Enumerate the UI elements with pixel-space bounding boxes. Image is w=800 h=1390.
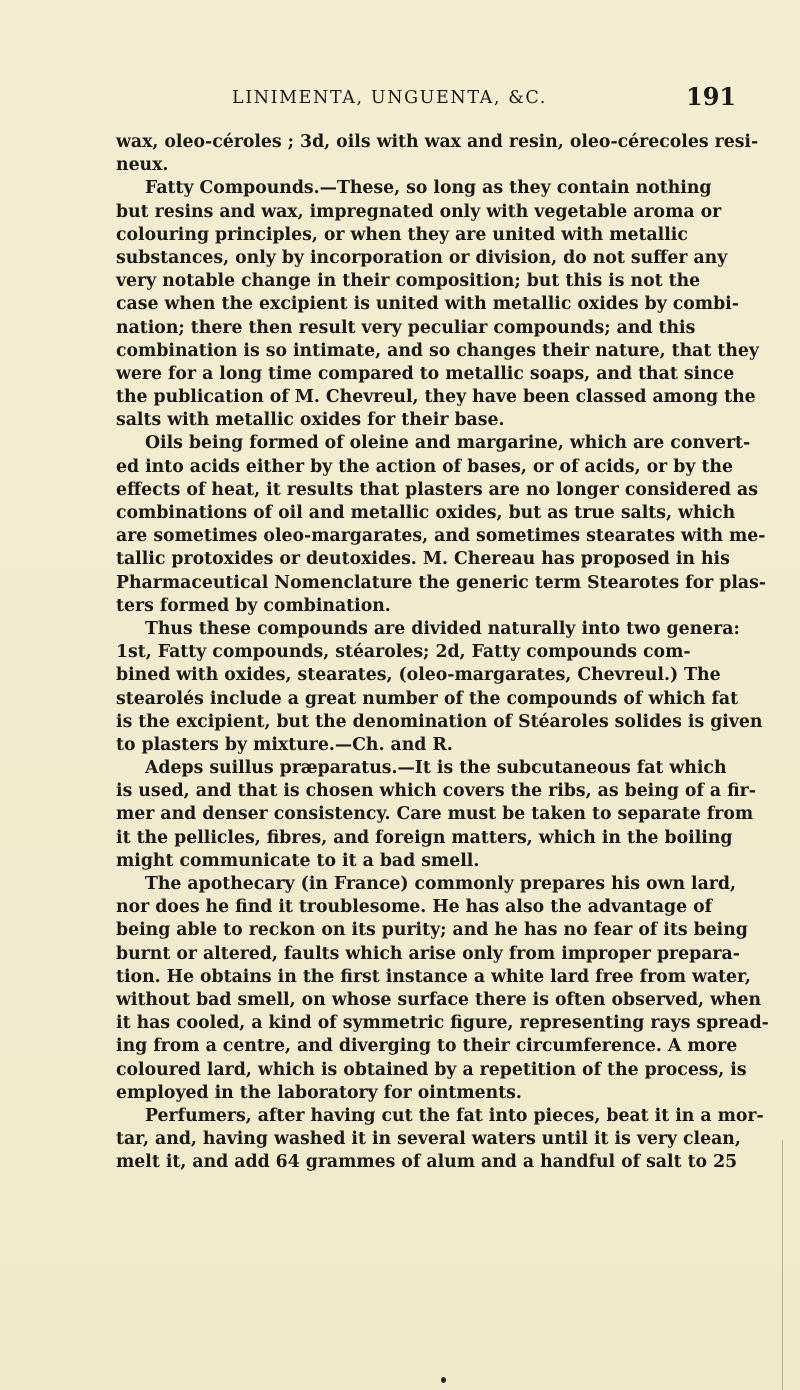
text-line: being able to reckon on its purity; and he has no fear of its being	[116, 920, 748, 941]
running-head: LINIMENTA, UNGUENTA, &C.	[232, 88, 547, 108]
text-line: colouring principles, or when they are united with metallic	[116, 224, 688, 245]
text-line: combinations of oil and metallic oxides, but as true salts, which	[116, 503, 736, 523]
page-number: 191	[686, 82, 737, 111]
text-line: very notable change in their composition; but this is not the	[116, 271, 701, 292]
text-line: ters formed by combination.	[116, 595, 391, 616]
text-line: substances, only by incorporation or division, do not suffer any	[116, 247, 728, 268]
text-line: nation; there then result very peculiar compounds; and this	[116, 317, 696, 338]
text-line: coloured lard, which is obtained by a repetition of the process, is	[116, 1059, 747, 1080]
text-line: ed into acids either by the action of bases, or of acids, or by the	[116, 456, 733, 477]
text-line: the publication of M. Chevreul, they have been classed among the	[116, 387, 756, 408]
text-line: but resins and wax, impregnated only with vegetable aroma or	[116, 201, 722, 222]
text-line: burnt or altered, faults which arise only from improper prepara-	[116, 943, 740, 964]
text-line: without bad smell, on whose surface there is often observed, when	[116, 989, 762, 1010]
text-line: wax, oleo-céroles ; 3d, oils with wax and resin, oleo-cérecoles resi-	[116, 132, 759, 152]
text-line: mer and denser consistency. Care must be taken to separate from	[116, 804, 754, 825]
text-line: might communicate to it a bad smell.	[116, 850, 480, 871]
body-text	[116, 131, 769, 1174]
text-line: Adeps suillus præparatus.—It is the subcutaneous fat which	[145, 758, 727, 779]
text-line: melt it, and add 64 grammes of alum and a handful of salt to 25	[116, 1152, 738, 1173]
text-line: to plasters by mixture.—Ch. and R.	[116, 734, 453, 755]
text-line: Perfumers, after having cut the fat into pieces, beat it in a mor-	[145, 1105, 764, 1126]
text-line: it has cooled, a kind of symmetric figure, representing rays spread-	[116, 1013, 769, 1034]
text-line: Thus these compounds are divided naturally into two genera:	[145, 618, 740, 639]
text-line: neux.	[116, 155, 169, 176]
text-line: are sometimes oleo-margarates, and sometimes stearates with me-	[116, 526, 766, 547]
text-line: ing from a centre, and diverging to their circumference. A more	[116, 1036, 738, 1057]
text-line: Fatty Compounds.—These, so long as they contain nothing	[145, 178, 712, 199]
text-line: nor does he find it troublesome. He has also the advantage of	[116, 897, 713, 918]
text-line: combination is so intimate, and so changes their nature, that they	[116, 340, 759, 361]
text-line: it the pellicles, fibres, and foreign matters, which in the boiling	[116, 827, 733, 848]
text-line: stearolés include a great number of the compounds of which fat	[116, 688, 739, 709]
text-line: Pharmaceutical Nomenclature the generic term Stearotes for plas-	[116, 572, 767, 593]
text-line: Oils being formed of oleine and margarine, which are convert-	[145, 433, 751, 454]
text-line: effects of heat, it results that plasters are no longer considered as	[116, 479, 758, 500]
text-line: The apothecary (in France) commonly prepares his own lard,	[145, 874, 736, 894]
page-header	[0, 82, 800, 116]
text-line: is used, and that is chosen which covers the ribs, as being of a fir-	[116, 781, 756, 802]
page-edge-line	[782, 1140, 783, 1390]
text-line: case when the excipient is united with metallic oxides by combi-	[116, 294, 739, 315]
text-line: tallic protoxides or deutoxides. M. Chereau has proposed in his	[116, 549, 730, 570]
text-line: bined with oxides, stearates, (oleo-margarates, Chevreul.) The	[116, 665, 721, 686]
text-line: tion. He obtains in the first instance a white lard free from water,	[116, 966, 751, 987]
text-line: were for a long time compared to metallic soaps, and that since	[116, 363, 735, 384]
text-line: is the excipient, but the denomination of Stéaroles solides is given	[116, 711, 763, 732]
text-line: tar, and, having washed it in several waters until it is very clean,	[116, 1129, 741, 1150]
ink-speck	[441, 1377, 446, 1383]
text-line: 1st, Fatty compounds, stéaroles; 2d, Fatty compounds com-	[116, 642, 691, 663]
text-line: salts with metallic oxides for their base.	[116, 410, 505, 431]
text-line: employed in the laboratory for ointments.	[116, 1082, 522, 1103]
